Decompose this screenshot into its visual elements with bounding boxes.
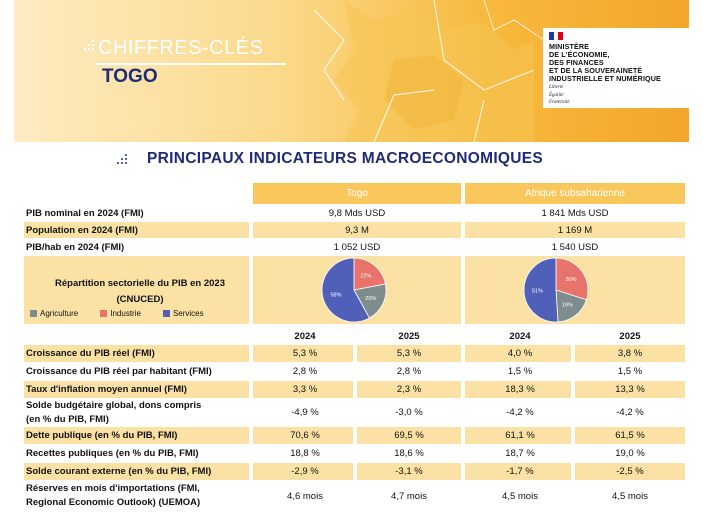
pie-slice-label: 19% <box>561 302 573 309</box>
ssa-value: 1 169 M <box>557 224 593 236</box>
section-title: PRINCIPAUX INDICATEURS MACROECONOMIQUES <box>147 150 544 167</box>
legend-label: Services <box>172 309 204 318</box>
table-row <box>24 205 685 221</box>
togo-sector-pie-chart <box>318 256 390 324</box>
row-label <box>26 427 177 444</box>
indicator-value: -3,0 % <box>395 407 423 418</box>
indicator-value: -1,7 % <box>506 466 534 477</box>
indicator-value: 69,5 % <box>394 430 424 441</box>
indicator-value: 4,7 mois <box>391 490 427 502</box>
table-row <box>24 445 685 462</box>
ministry-line: DE L'ÉCONOMIE, <box>549 50 610 59</box>
table-row <box>24 363 685 380</box>
chart-legend <box>30 309 226 318</box>
year-header: 2024 <box>294 330 316 342</box>
legend-item-agriculture <box>30 309 78 318</box>
indicator-value: 18,8 % <box>290 448 320 459</box>
indicator-value: 18,3 % <box>505 384 535 395</box>
year-header: 2024 <box>509 330 531 342</box>
indicator-value: -2,5 % <box>616 466 644 477</box>
indicator-value: 19,0 % <box>615 448 645 459</box>
banner-kicker: CHIFFRES-CLÉS <box>98 37 264 59</box>
indicator-value: 4,0 % <box>507 348 533 359</box>
row-label <box>26 345 155 362</box>
ministry-motto: Égalité <box>549 92 564 98</box>
indicator-value: 5,3 % <box>292 348 318 359</box>
table-row <box>24 222 685 238</box>
row-label: Population en 2024 (FMI) <box>26 224 138 236</box>
title-dots-icon <box>115 154 129 168</box>
indicator-value: 2,3 % <box>396 384 422 395</box>
french-flag-icon <box>549 32 563 40</box>
row-label <box>26 399 201 426</box>
year-header: 2025 <box>398 330 420 342</box>
table-row <box>24 427 685 444</box>
legend-item-services <box>163 309 204 318</box>
column-header-ssa: Afrique subsaharienne <box>465 183 685 204</box>
indicator-value: -4,2 % <box>506 407 534 418</box>
indicator-value: 4,5 mois <box>612 490 648 502</box>
sector-chart-source: (CNUCED) <box>116 294 164 305</box>
row-label <box>26 363 212 380</box>
ministry-logo <box>543 28 689 108</box>
country-title: TOGO <box>102 66 158 87</box>
table-row <box>24 399 685 426</box>
row-label: PIB nominal en 2024 (FMI) <box>26 207 144 219</box>
year-header: 2025 <box>619 330 641 342</box>
row-label <box>26 381 187 398</box>
row-label-line: Regional Economic Outlook) (UEMOA) <box>26 497 201 508</box>
banner-divider <box>96 63 286 65</box>
ministry-line: INDUSTRIELLE ET NUMÉRIQUE <box>549 74 661 83</box>
indicator-value: 1,5 % <box>617 366 643 377</box>
row-label-line: Recettes publiques (en % du PIB, FMI) <box>26 447 199 459</box>
indicator-value: -3,1 % <box>395 466 423 477</box>
indicator-value: 18,7 % <box>505 448 535 459</box>
row-label-line: Taux d'inflation moyen annuel (FMI) <box>26 383 187 395</box>
ministry-line: ET DE LA SOUVERAINETÉ <box>549 66 643 75</box>
togo-value: 9,8 Mds USD <box>328 207 386 219</box>
ssa-value: 1 841 Mds USD <box>541 207 609 219</box>
row-label-line: Dette publique (en % du PIB, FMI) <box>26 429 178 441</box>
pie-slice-label: 58% <box>330 292 342 299</box>
pie-slice-label: 30% <box>565 277 577 284</box>
ssa-sector-pie-chart <box>520 256 592 324</box>
indicator-value: -4,9 % <box>291 407 319 418</box>
pie-slice-label: 51% <box>531 288 543 295</box>
pie-slice-label: 22% <box>360 273 372 280</box>
togo-value: 9,3 M <box>345 224 369 236</box>
row-label-line: Solde budgétaire global, dons compris <box>26 399 202 411</box>
table-row <box>24 481 685 511</box>
indicator-value: 4,5 mois <box>502 490 538 502</box>
row-label <box>26 481 200 511</box>
indicator-value: 13,3 % <box>615 384 645 395</box>
column-header-togo: Togo <box>253 183 461 204</box>
table-header-row <box>24 183 685 204</box>
row-label-line: Solde courant externe (en % du PIB, FMI) <box>26 465 212 477</box>
row-label <box>26 463 211 480</box>
indicator-value: 3,3 % <box>292 384 318 395</box>
table-row <box>24 239 685 255</box>
table-row <box>24 463 685 480</box>
indicator-value: 4,6 mois <box>287 490 323 502</box>
row-label-line: Réserves en mois d'importations (FMI, <box>26 483 200 494</box>
indicator-value: 61,1 % <box>505 430 535 441</box>
togo-value: 1 052 USD <box>333 241 381 253</box>
indicator-value: 2,8 % <box>292 366 318 377</box>
years-header-row <box>24 328 685 344</box>
row-label: PIB/hab en 2024 (FMI) <box>26 241 125 253</box>
ssa-value: 1 540 USD <box>551 241 599 253</box>
ministry-line: MINISTÈRE <box>549 42 590 51</box>
dots-decoration-icon <box>84 40 98 54</box>
row-label-line: Croissance du PIB réel par habitant (FMI) <box>26 365 212 377</box>
indicator-value: 61,5 % <box>615 430 645 441</box>
sector-chart-title: Répartition sectorielle du PIB en 2023 <box>55 278 225 289</box>
row-label <box>26 445 199 462</box>
row-label-line: (en % du PIB, FMI) <box>26 413 109 425</box>
legend-item-industrie <box>100 309 141 318</box>
legend-label: Industrie <box>110 309 141 318</box>
header-banner <box>14 0 689 142</box>
indicator-value: -4,2 % <box>616 407 644 418</box>
legend-label: Agriculture <box>40 309 79 318</box>
table-row <box>24 381 685 398</box>
indicator-value: 2,8 % <box>396 366 422 377</box>
table-row <box>24 345 685 362</box>
indicator-value: 18,6 % <box>394 448 424 459</box>
indicator-value: 70,6 % <box>290 430 320 441</box>
ministry-motto: Liberté <box>549 85 564 90</box>
indicator-value: 5,3 % <box>396 348 422 359</box>
row-label-line: Croissance du PIB réel (FMI) <box>26 347 155 359</box>
indicator-value: 3,8 % <box>617 348 643 359</box>
ministry-motto: Fraternité <box>549 100 570 106</box>
indicator-value: 1,5 % <box>507 366 533 377</box>
sector-chart-label <box>28 276 252 308</box>
indicator-value: -2,9 % <box>291 466 319 477</box>
ministry-line: DES FINANCES <box>549 58 604 67</box>
pie-slice-label: 20% <box>365 295 377 302</box>
